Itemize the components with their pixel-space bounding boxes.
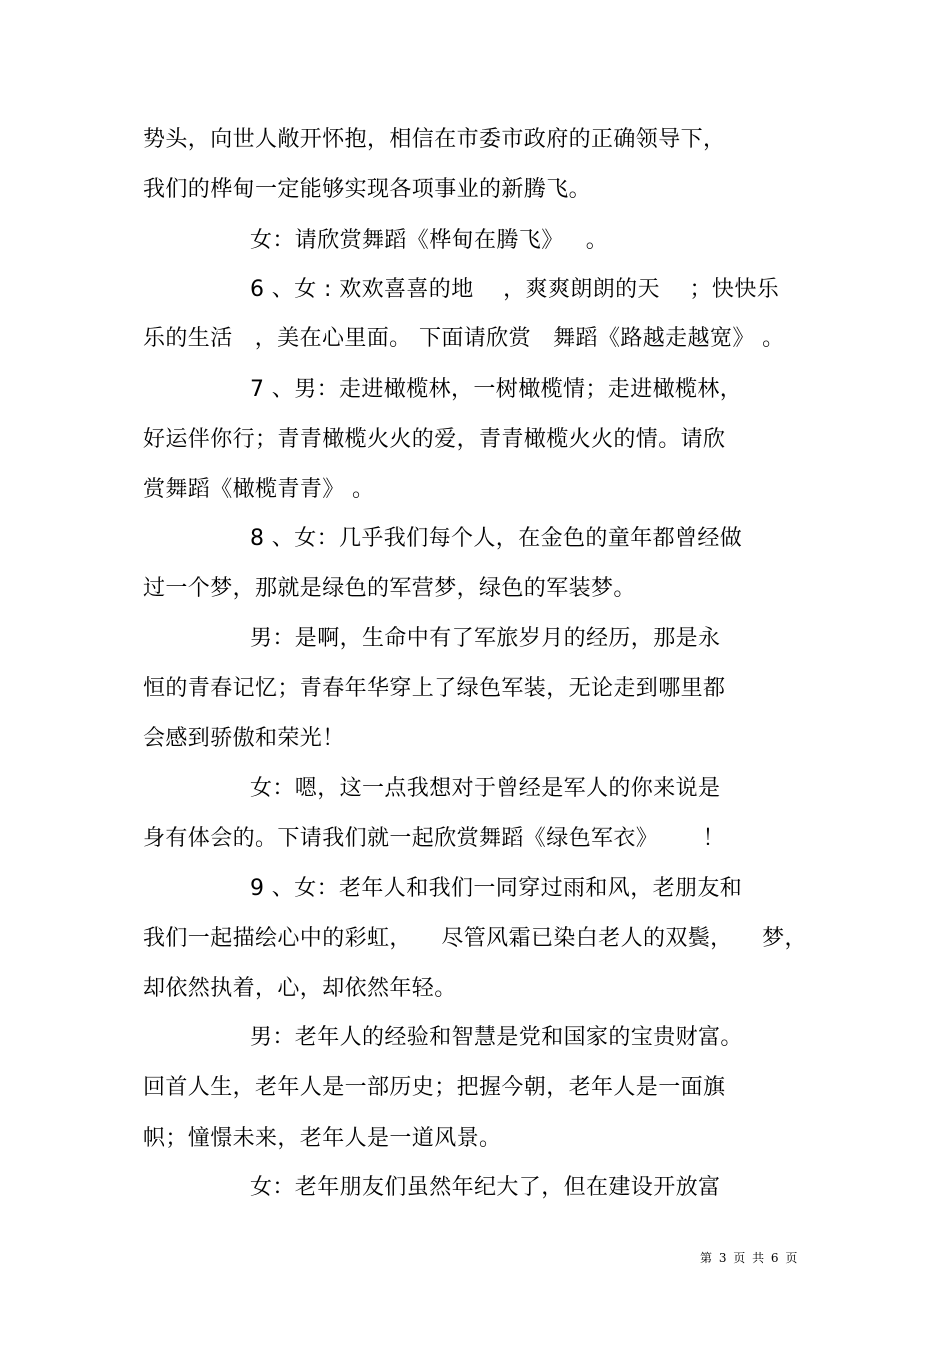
text-line: 我们的桦甸一定能够实现各项事业的新腾飞。: [143, 177, 592, 202]
text-line: 好运伴你行；青青橄榄火火的爱，青青橄榄火火的情。请欣: [143, 427, 726, 452]
text-line: 会感到骄傲和荣光！: [143, 726, 345, 751]
text-line: 女：请欣赏舞蹈《桦甸在腾飞》 。: [250, 228, 609, 253]
text-line: 8 、女：几乎我们每个人，在金色的童年都曾经做: [250, 526, 743, 551]
text-line: 女：嗯，这一点我想对于曾经是军人的你来说是: [250, 776, 721, 801]
text-line: 恒的青春记忆；青春年华穿上了绿色军装，无论走到哪里都: [143, 676, 726, 701]
text-line: 却依然执着，心，却依然年轻。: [143, 976, 457, 1001]
text-line: 6 、女 : 欢欢喜喜的地 ，爽爽朗朗的天 ；快快乐: [250, 277, 780, 302]
text-line: 身有体会的。下请我们就一起欣赏舞蹈《绿色军衣》 ！: [143, 826, 725, 851]
text-line: 赏舞蹈《橄榄青青》 。: [143, 477, 375, 502]
text-line: 女：老年朋友们虽然年纪大了，但在建设开放富: [250, 1175, 721, 1200]
text-line: 帜；憧憬未来，老年人是一道风景。: [143, 1126, 502, 1151]
text-line: 9 、女：老年人和我们一同穿过雨和风，老朋友和: [250, 876, 743, 901]
text-line: 我们一起描绘心中的彩虹， 尽管风霜已染白老人的双鬓， 梦，: [143, 926, 807, 951]
text-line: 势头，向世人敞开怀抱，相信在市委市政府的正确领导下，: [143, 127, 726, 152]
text-line: 男：老年人的经验和智慧是党和国家的宝贵财富。: [250, 1025, 743, 1050]
text-line: 过一个梦，那就是绿色的军营梦，绿色的军装梦。: [143, 576, 636, 601]
text-line: 乐的生活 ，美在心里面。 下面请欣赏 舞蹈《路越走越宽》 。: [143, 326, 785, 351]
text-line: 7 、男：走进橄榄林，一树橄榄情；走进橄榄林，: [250, 377, 743, 402]
text-line: 回首人生，老年人是一部历史；把握今朝，老年人是一面旗: [143, 1075, 726, 1100]
page-number-footer: 第 3 页 共 6 页: [700, 1251, 799, 1265]
text-line: 男：是啊，生命中有了军旅岁月的经历，那是永: [250, 626, 721, 651]
